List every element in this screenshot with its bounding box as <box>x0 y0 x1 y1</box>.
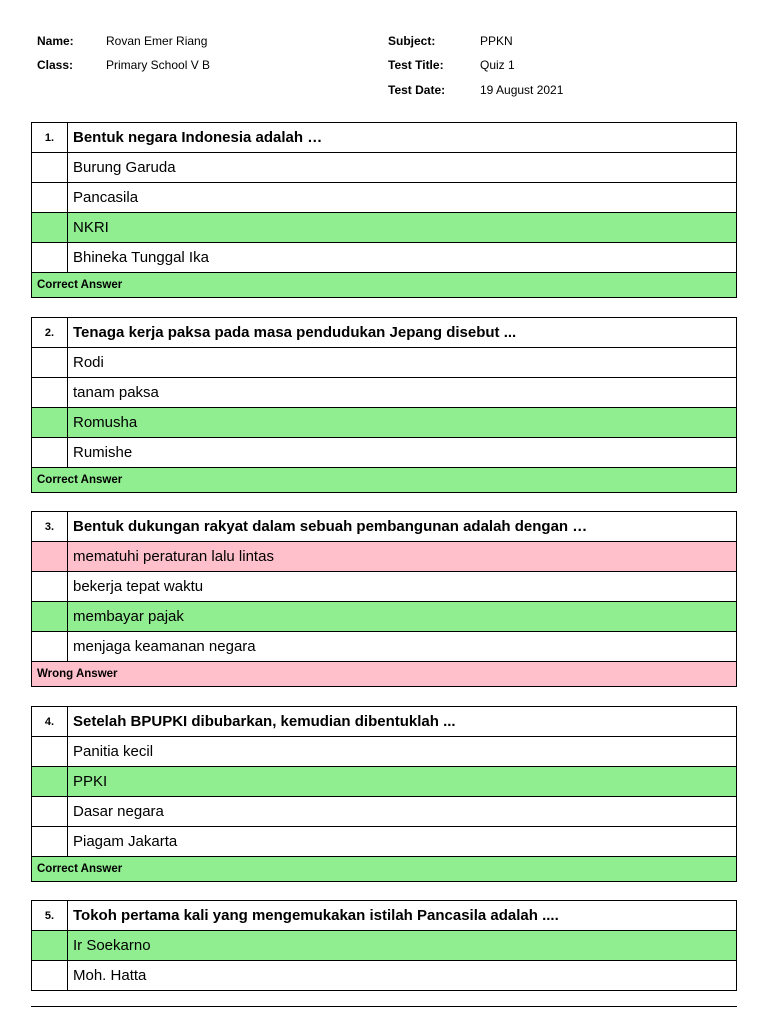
option-row <box>32 827 736 857</box>
test-title-label: Test Title: <box>388 58 444 72</box>
question-text: Bentuk negara Indonesia adalah … <box>73 129 323 146</box>
option-text: Dasar negara <box>73 803 164 820</box>
test-date-value: 19 August 2021 <box>480 83 564 97</box>
option-row <box>32 153 736 183</box>
question-number: 5. <box>32 901 68 930</box>
option-text: NKRI <box>73 219 109 236</box>
question-row <box>32 512 736 542</box>
question-text: Tokoh pertama kali yang mengemukakan istilah Pancasila adalah .... <box>73 907 559 924</box>
question-number: 4. <box>32 707 68 736</box>
option-text: bekerja tepat waktu <box>73 578 204 595</box>
question-block-2 <box>31 317 737 493</box>
option-row <box>32 438 736 468</box>
subject-label: Subject: <box>388 34 436 48</box>
option-row <box>32 737 736 767</box>
question-text: Tenaga kerja paksa pada masa pendudukan Jepang disebut ... <box>73 324 517 341</box>
name-value: Rovan Emer Riang <box>106 34 208 48</box>
option-row-correct <box>32 602 736 632</box>
option-row-correct <box>32 931 736 961</box>
option-text: Ir Soekarno <box>73 937 151 954</box>
option-row <box>32 378 736 408</box>
question-text: Bentuk dukungan rakyat dalam sebuah pembangunan adalah dengan … <box>73 518 588 535</box>
result-status: Correct Answer <box>32 468 736 493</box>
option-text: membayar pajak <box>73 608 184 625</box>
question-block-5 <box>31 900 737 991</box>
option-row <box>32 632 736 662</box>
option-row <box>32 348 736 378</box>
question-row <box>32 318 736 348</box>
question-number: 3. <box>32 512 68 541</box>
option-row <box>32 243 736 273</box>
result-status: Correct Answer <box>32 857 736 882</box>
option-text: Moh. Hatta <box>73 967 147 984</box>
option-row-correct <box>32 408 736 438</box>
option-text: mematuhi peraturan lalu lintas <box>73 548 274 565</box>
option-row <box>32 961 736 991</box>
option-text: Panitia kecil <box>73 743 154 760</box>
option-row-wrong <box>32 542 736 572</box>
question-block-3 <box>31 511 737 687</box>
result-status: Wrong Answer <box>32 662 736 687</box>
option-row <box>32 572 736 602</box>
question-row <box>32 707 736 737</box>
option-text: PPKI <box>73 773 108 790</box>
option-row-correct <box>32 767 736 797</box>
result-status: Correct Answer <box>32 273 736 298</box>
name-label: Name: <box>37 34 74 48</box>
test-title-value: Quiz 1 <box>480 58 515 72</box>
option-row <box>32 797 736 827</box>
option-text: Piagam Jakarta <box>73 833 178 850</box>
question-row <box>32 123 736 153</box>
option-row-correct <box>32 213 736 243</box>
option-text: Bhineka Tunggal Ika <box>73 249 209 266</box>
option-text: Pancasila <box>73 189 139 206</box>
question-text: Setelah BPUPKI dibubarkan, kemudian dibentuklah ... <box>73 713 456 730</box>
question-number: 1. <box>32 123 68 152</box>
question-row <box>32 901 736 931</box>
page-bottom-divider <box>31 1006 737 1007</box>
test-date-label: Test Date: <box>388 83 446 97</box>
option-text: tanam paksa <box>73 384 159 401</box>
option-text: menjaga keamanan negara <box>73 638 256 655</box>
class-label: Class: <box>37 58 74 72</box>
option-row <box>32 183 736 213</box>
student-info-header <box>37 33 737 103</box>
class-value: Primary School V B <box>106 58 211 72</box>
option-text: Romusha <box>73 414 138 431</box>
option-text: Rumishe <box>73 444 133 461</box>
option-text: Rodi <box>73 354 104 371</box>
question-block-4 <box>31 706 737 882</box>
option-text: Burung Garuda <box>73 159 176 176</box>
subject-value: PPKN <box>480 34 513 48</box>
question-block-1 <box>31 122 737 298</box>
question-number: 2. <box>32 318 68 347</box>
